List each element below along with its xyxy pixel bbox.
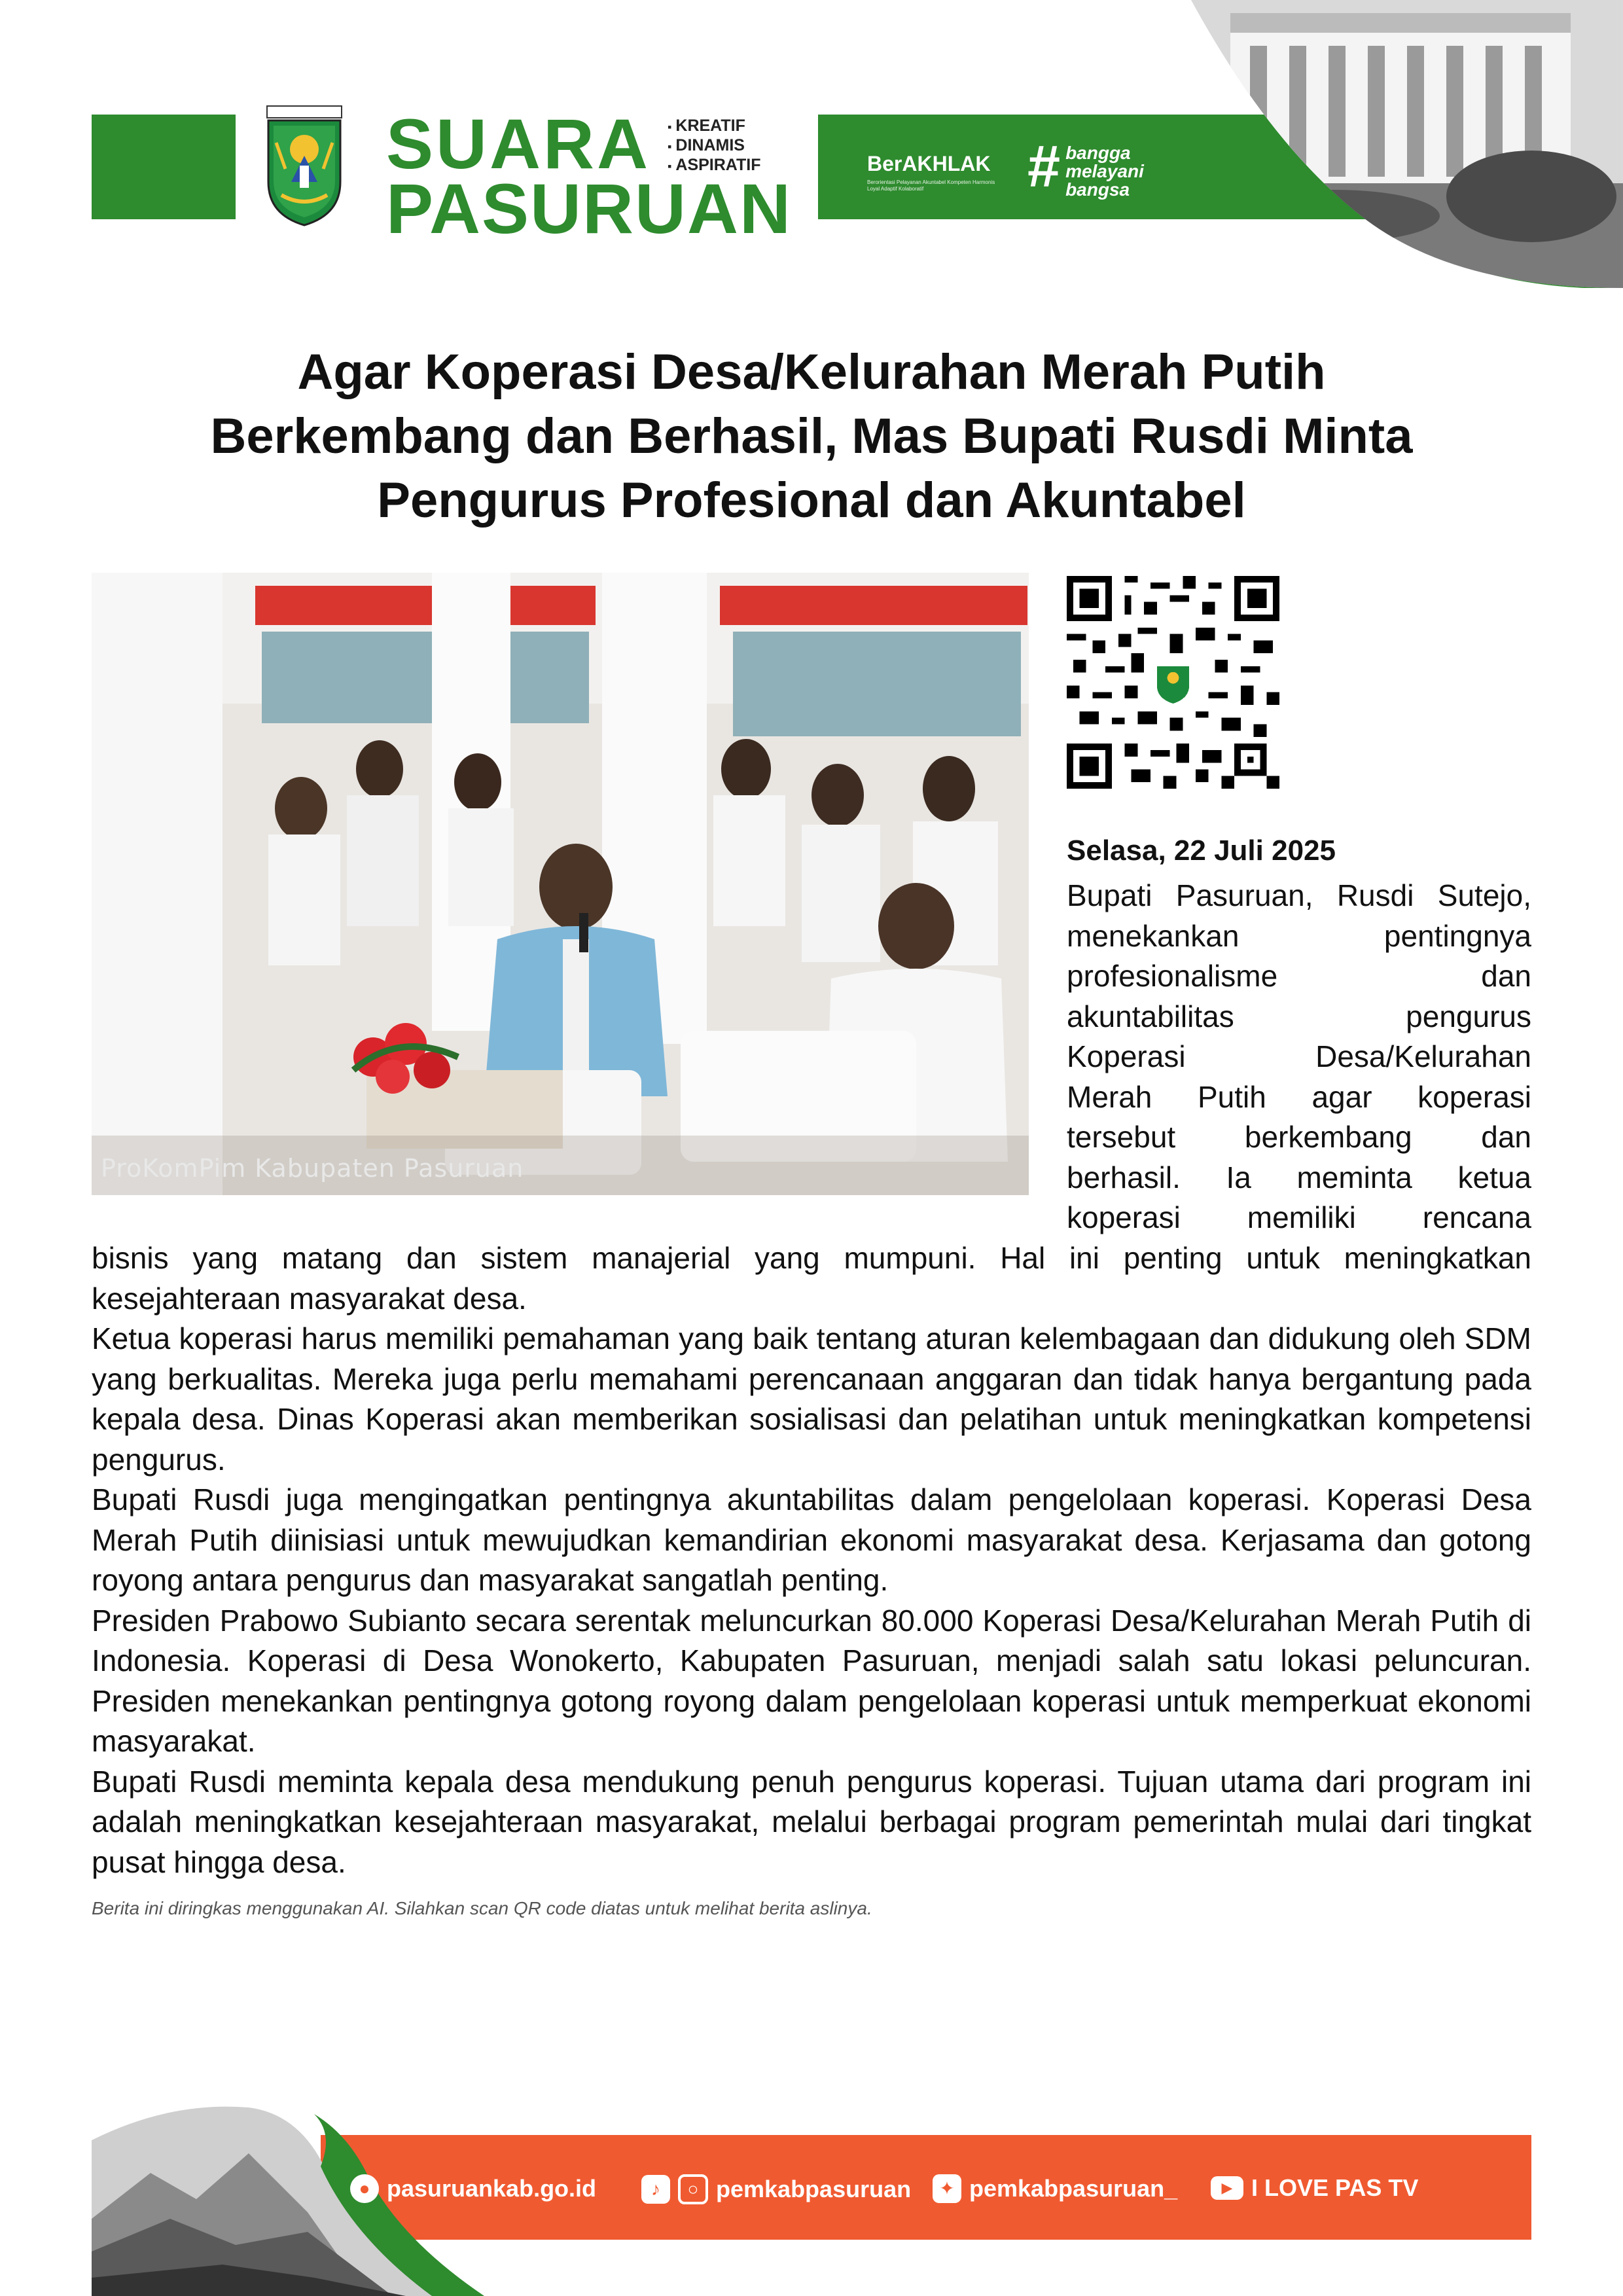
photo-caption: ProKomPim Kabupaten Pasuruan [101,1154,524,1183]
intro-line: Merah Putih agar koperasi [1067,1079,1531,1114]
bangga-word: bangga [1065,143,1131,163]
bangga-word: melayani [1065,161,1144,181]
globe-icon: ● [350,2174,379,2203]
intro-line: akuntabilitas pengurus [1067,999,1531,1033]
body-paragraph: Ketua koperasi harus memiliki pemahaman yang baik tentang aturan kelembagaan dan didukung oleh SDM yang berkualitas. Mereka juga perlu memahami perencanaan anggaran dan tidak hanya bergantung pada kepala desa. Dinas Koperasi akan memberikan sosialisasi dan pelatihan untuk meningkatkan kompetensi pengurus. [92,1321,1531,1477]
tagline-item: ▪ ASPIRATIF [668,156,760,175]
tiktok-icon: ♪ [641,2175,670,2204]
article-intro-wrapped [1067,876,1531,1238]
intro-line: profesionalisme dan [1067,959,1531,993]
footer-youtube-link[interactable] [1211,2174,1418,2202]
footer-tiktok-instagram-link[interactable] [641,2174,911,2204]
footer-tiktok-ig-text: pemkabpasuruan [716,2176,912,2202]
intro-line: tersebut berkembang dan [1067,1120,1531,1154]
footer-website-text: pasuruankab.go.id [387,2175,597,2202]
bangga-word: bangsa [1065,179,1130,200]
body-paragraph: Bupati Rusdi meminta kepala desa mendukung penuh pengurus koperasi. Tujuan utama dari program ini adalah meningkatkan kesejahteraan masyarakat, melalui berbagai program pemerintah mulai dari tingkat pusat hingga desa. [92,1764,1531,1879]
article-body [92,1238,1531,1882]
article-photo [92,573,1029,1195]
intro-line: berhasil. Ia meminta ketua [1067,1160,1531,1194]
article-title [92,340,1531,533]
brand-tagline [668,117,760,175]
bangga-melayani-logo [1027,134,1144,200]
title-line: Agar Koperasi Desa/Kelurahan Merah Putih [297,344,1326,400]
intro-line: Koperasi Desa/Kelurahan [1067,1039,1531,1073]
footer-twitter-link[interactable] [933,2174,1177,2203]
youtube-icon: ▶ [1211,2176,1243,2200]
header-green-bar-left [92,115,236,219]
tagline-item: ▪ DINAMIS [668,136,760,156]
body-paragraph: Presiden Prabowo Subianto secara serentak meluncurkan 80.000 Koperasi Desa/Kelurahan Merah Putih di Indonesia. Koperasi di Desa Wonokerto, Kabupaten Pasuruan, menjadi salah satu lokasi peluncuran. Presiden menekankan pentingnya gotong royong dalam pengelolaan koperasi untuk memperkuat ekonomi masyarakat. [92,1603,1531,1758]
brand-line2: PASURUAN [386,169,793,249]
berakhlak-logo: BerAKHLAK [867,152,991,175]
intro-line: menekankan pentingnya [1067,918,1531,953]
body-paragraph: bisnis yang matang dan sistem manajerial yang mumpuni. Hal ini penting untuk meningkatkan kesejahteraan masyarakat desa. [92,1241,1531,1316]
hash-symbol: # [1027,134,1061,200]
footer-twitter-text: pemkabpasuruan_ [969,2175,1178,2202]
footer-youtube-text: I LOVE PAS TV [1251,2174,1419,2201]
berakhlak-subtitle: Berorientasi Pelayanan Akuntabel Kompeten Harmonis Loyal Adaptif Kolaboratif [867,179,995,192]
body-paragraph: Bupati Rusdi juga mengingatkan pentingnya akuntabilitas dalam pengelolaan koperasi. Koperasi Desa Merah Putih diinisiasi untuk mewujudkan kemandirian ekonomi masyarakat desa. Kerjasama dan gotong royong antara pengurus dan masyarakat sangatlah penting. [92,1482,1531,1597]
intro-line: Bupati Pasuruan, Rusdi Sutejo, [1067,878,1531,912]
intro-line: koperasi memiliki rencana [1067,1200,1531,1234]
ai-disclaimer: Berita ini diringkas menggunakan AI. Silahkan scan QR code diatas untuk melihat berita aslinya. [92,1898,872,1918]
qr-code-icon[interactable] [1067,576,1279,789]
title-line: Berkembang dan Berhasil, Mas Bupati Rusdi Minta [210,408,1413,464]
brand-line1: SUARA [386,104,651,183]
twitter-icon: ✦ [933,2174,961,2203]
instagram-icon: ○ [678,2174,708,2204]
footer-website-link[interactable] [350,2174,596,2203]
title-line: Pengurus Profesional dan Akuntabel [377,473,1246,528]
article-date: Selasa, 22 Juli 2025 [1067,834,1336,867]
crest-icon [262,103,347,228]
tagline-item: ▪ KREATIF [668,117,760,136]
